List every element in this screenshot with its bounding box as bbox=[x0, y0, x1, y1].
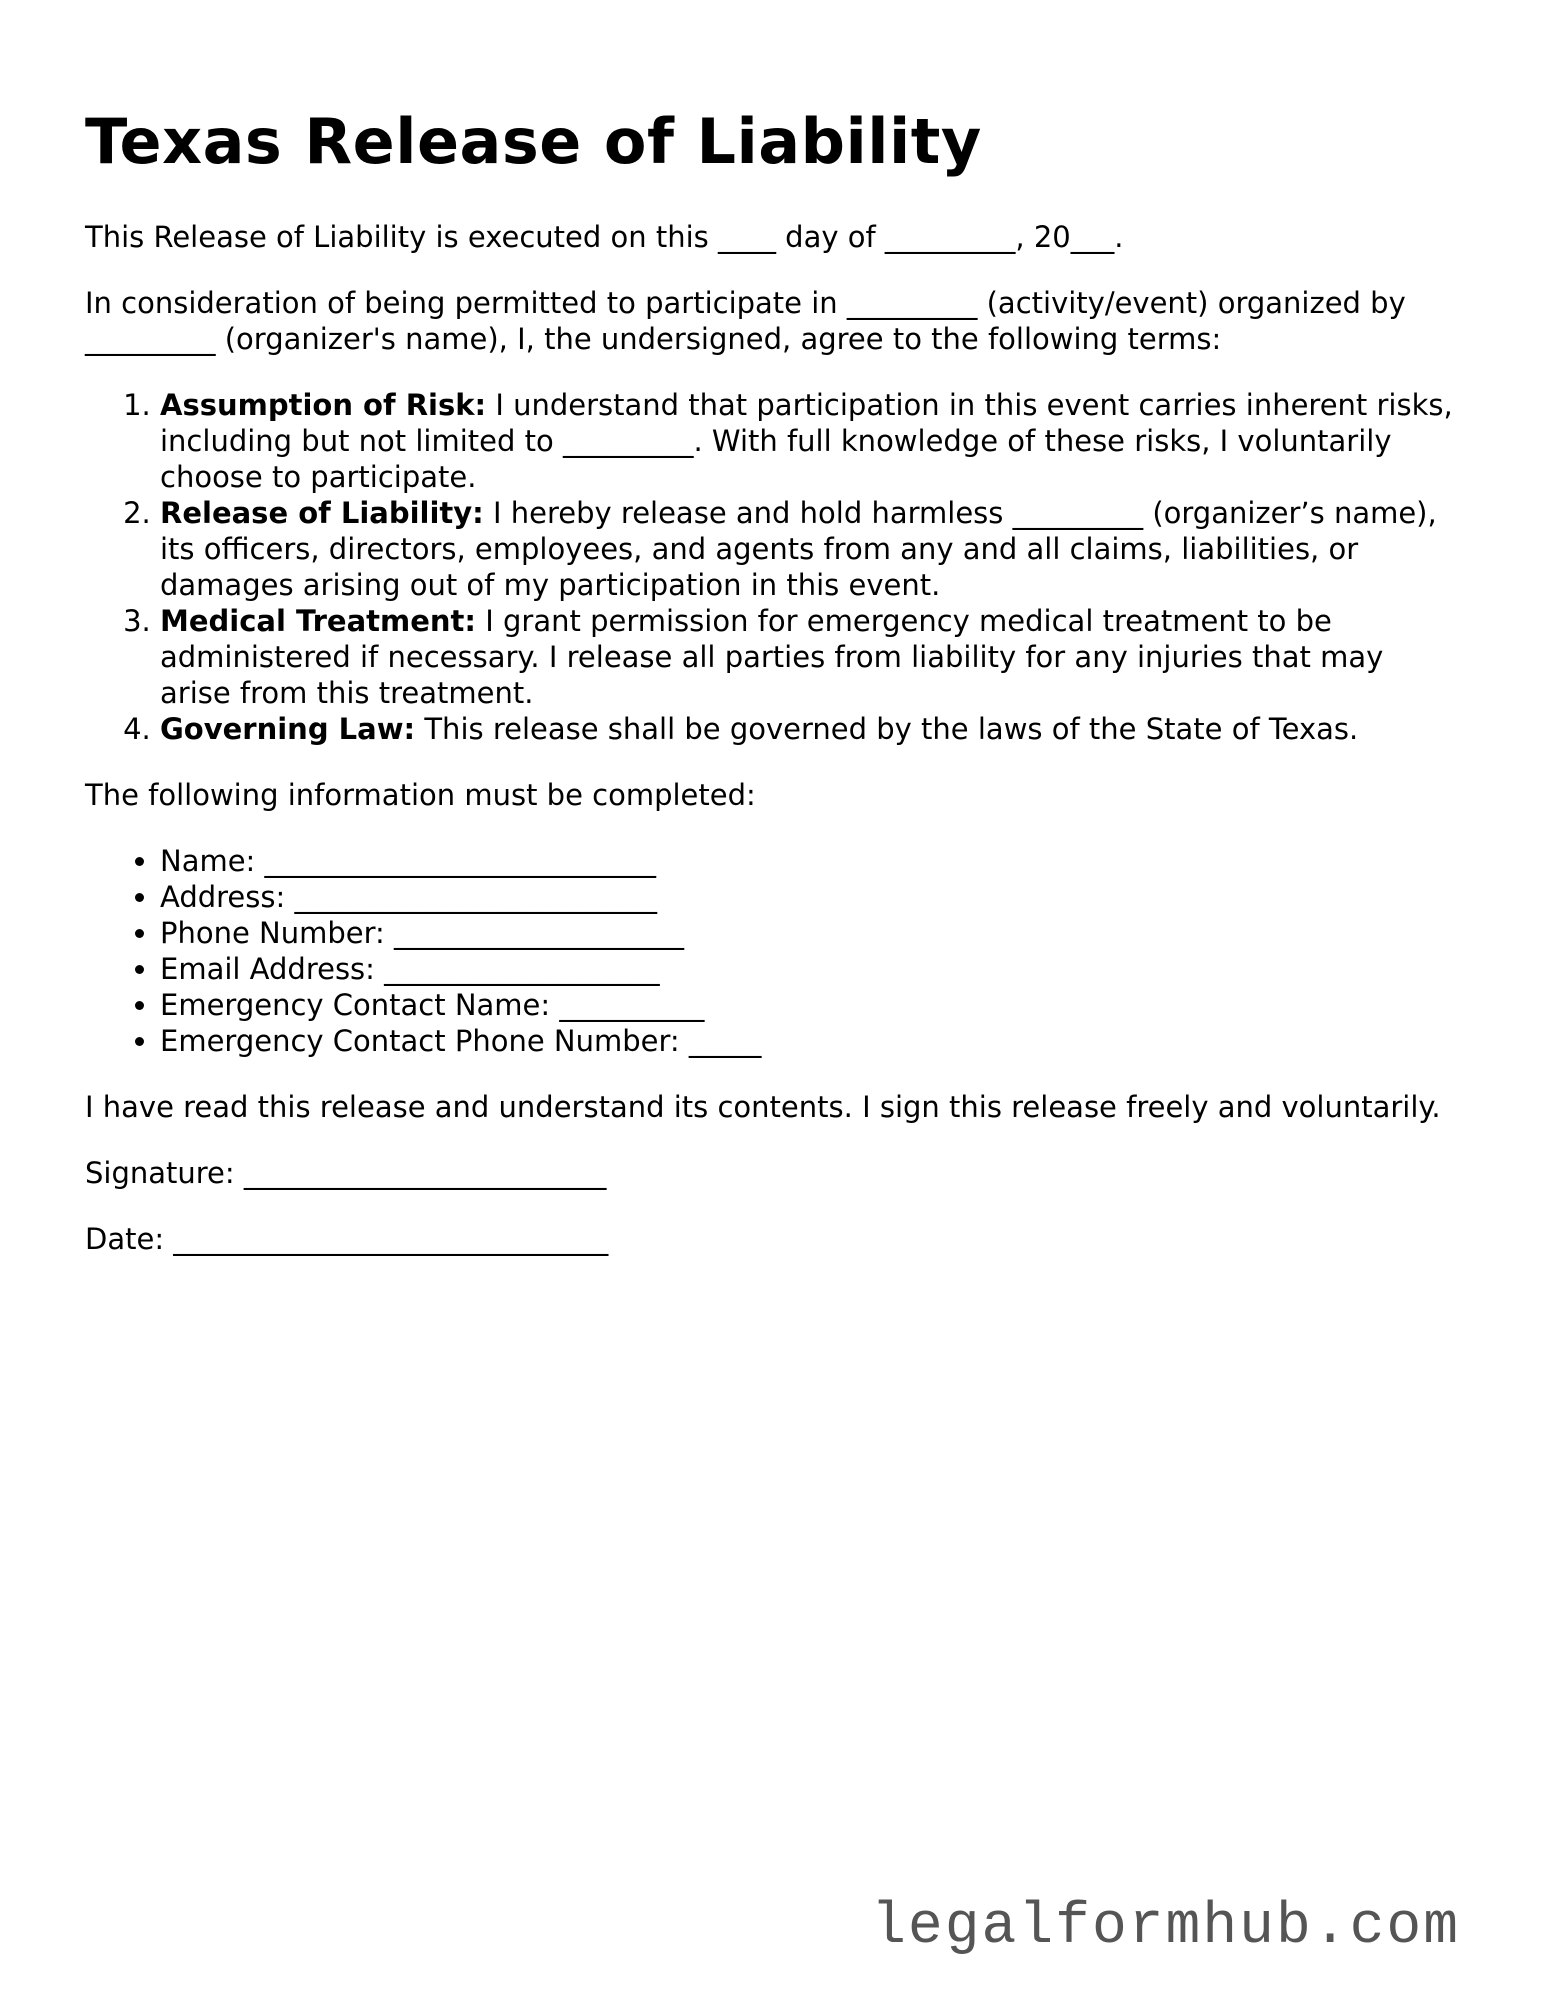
term-heading: Assumption of Risk: bbox=[160, 388, 487, 423]
document-title: Texas Release of Liability bbox=[85, 105, 982, 178]
info-field-emergency-name: • Emergency Contact Name: __________ bbox=[160, 987, 1460, 1023]
info-field-address: • Address: _________________________ bbox=[160, 879, 1460, 915]
consideration-paragraph: In consideration of being permitted to participate in _________ (activity/event) organized by _________ (organizer's name), I, the undersigned, agree to the following terms: bbox=[85, 286, 1406, 357]
info-prompt: The following information must be completed: bbox=[85, 778, 756, 813]
term-heading: Release of Liability: bbox=[160, 496, 484, 531]
term-heading: Medical Treatment: bbox=[160, 604, 477, 639]
date-line: Date: ______________________________ bbox=[85, 1222, 609, 1257]
info-field-email: • Email Address: ___________________ bbox=[160, 951, 1460, 987]
intro-paragraph: This Release of Liability is executed on this ____ day of _________, 20___. bbox=[85, 220, 1124, 255]
term-text: This release shall be governed by the laws of the State of Texas. bbox=[415, 712, 1359, 747]
term-text: I hereby release and hold harmless _________ (organizer’s name), its officers, directors, employees, and agents from any and all claims, liabilities, or damages arising out of my participation in this event. bbox=[160, 496, 1437, 603]
term-item bbox=[160, 711, 1460, 747]
term-item bbox=[160, 495, 1460, 603]
term-item bbox=[160, 603, 1460, 711]
watermark: legalformhub.com bbox=[871, 1895, 1460, 1960]
info-field-phone: • Phone Number: ____________________ bbox=[160, 915, 1460, 951]
acknowledgement-paragraph: I have read this release and understand its contents. I sign this release freely and voluntarily. bbox=[85, 1090, 1441, 1125]
document-page bbox=[85, 105, 1460, 1287]
terms-list bbox=[85, 387, 1460, 747]
info-field-emergency-phone: • Emergency Contact Phone Number: _____ bbox=[160, 1023, 1460, 1059]
term-text: I grant permission for emergency medical treatment to be administered if necessary. I release all parties from liability for any injuries that may arise from this treatment. bbox=[160, 604, 1384, 711]
term-text: I understand that participation in this event carries inherent risks, including but not limited to _________. With full knowledge of these risks, I voluntarily choose to participate. bbox=[160, 388, 1453, 495]
info-field-name: • Name: ___________________________ bbox=[160, 843, 1460, 879]
term-heading: Governing Law: bbox=[160, 712, 416, 747]
term-item bbox=[160, 387, 1460, 495]
signature-line: Signature: _________________________ bbox=[85, 1156, 607, 1191]
info-fields-list bbox=[85, 843, 1460, 1059]
